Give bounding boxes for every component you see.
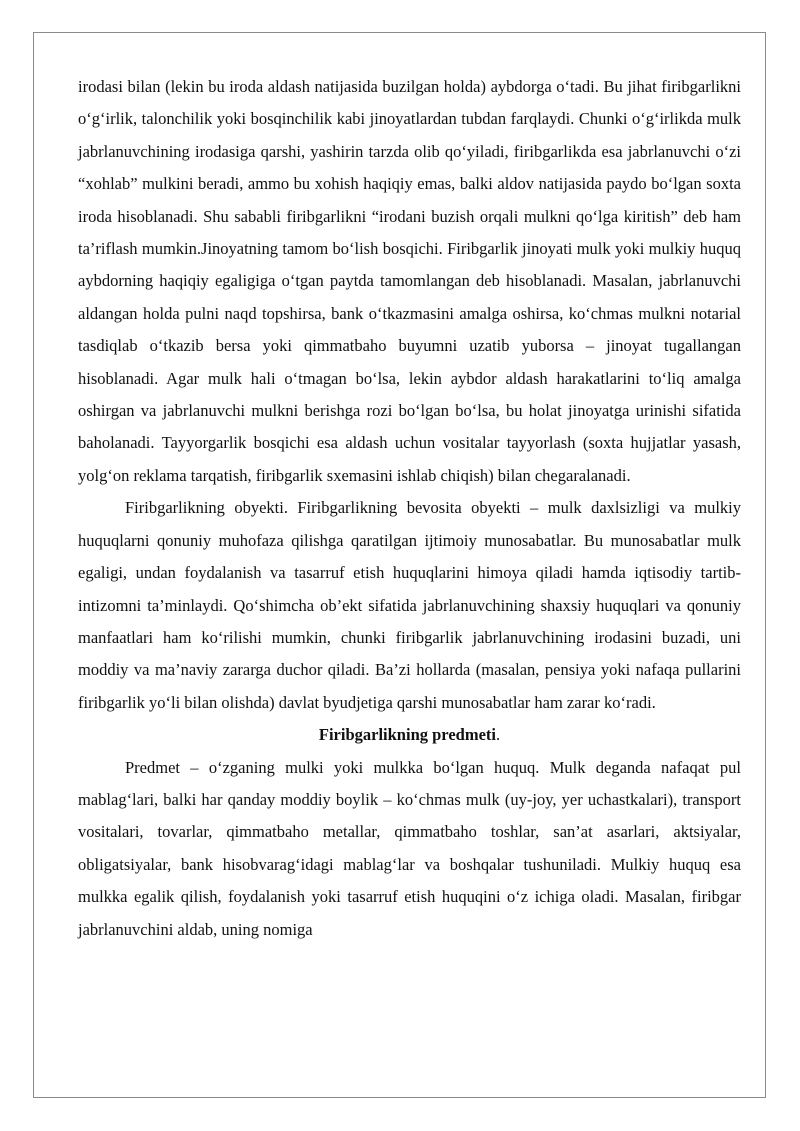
section-heading-period: . bbox=[495, 725, 501, 745]
section-heading-text: Firibgarlikning predmeti bbox=[318, 725, 496, 745]
paragraph-2: Firibgarlikning obyekti. Firibgarlikning bevosita obyekti – mulk daxlsizligi va mulkiy huquqlarni qonuniy muhofaza qilishga qaratilgan ijtimoiy munosabatlar. Bu munosabatlar mulk egaligi, undan foydalanish va tasarruf etish huquqlarini himoya qiladi hamda iqtisodiy tartib-intizomni ta’minlaydi. Qo‘shimcha ob’ekt sifatida jabrlanuvchining shaxsiy huquqlari va qonuniy manfaatlari ham ko‘rilishi mumkin, chunki firibgarlik jabrlanuvchining irodasini buzadi, uni moddiy va ma’naviy zararga duchor qiladi. Ba’zi hollarda (masalan, pensiya yoki nafaqa pullarini firibgarlik yo‘li bilan olishda) davlat byudjetiga qarshi munosabatlar ham zarar ko‘radi. bbox=[78, 498, 741, 712]
paragraph-3: Predmet – o‘zganing mulki yoki mulkka bo‘lgan huquq. Mulk deganda nafaqat pul mablag‘lari, balki har qanday moddiy boylik – ko‘chmas mulk (uy-joy, yer uchastkalari), transport vositalari, tovarlar, qimmatbaho metallar, qimmatbaho toshlar, san’at asarlari, aktsiyalar, obligatsiyalar, bank hisobvarag‘idagi mablag‘lar va boshqalar tushuniladi. Mulkiy huquq esa mulkka egalik qilish, foydalanish yoki tasarruf etish huquqini o‘z ichiga oladi. Masalan, firibgar jabrlanuvchini aldab, uning nomiga bbox=[78, 757, 741, 939]
section-heading bbox=[78, 719, 741, 751]
paragraph-1: irodasi bilan (lekin bu iroda aldash natijasida buzilgan holda) aybdorga o‘tadi. Bu jihat firibgarlikni o‘g‘irlik, talonchilik yoki bosqinchilik kabi jinoyatlardan tubdan farqlaydi. Chunki o‘g‘irlikda mulk jabrlanuvchining irodasiga qarshi, yashirin tarzda olib qo‘yiladi, firibgarlikda esa jabrlanuvchi o‘zi “xohlab” mulkini beradi, ammo bu xohish haqiqiy emas, balki aldov natijasida paydo bo‘lgan soxta iroda hisoblanadi. Shu sababli firibgarlikni “irodani buzish orqali mulkni qo‘lga kiritish” deb ham ta’riflash mumkin.Jinoyatning tamom bo‘lish bosqichi. Firibgarlik jinoyati mulk yoki mulkiy huquq aybdorning haqiqiy egaligiga o‘tgan paytda tamomlangan deb hisoblanadi. Masalan, jabrlanuvchi aldangan holda pulni naqd topshirsa, bank o‘tkazmasini amalga oshirsa, ko‘chmas mulkni notarial tasdiqlab o‘tkazib bersa yoki qimmatbaho buyumni uzatib yuborsa – jinoyat tugallangan hisoblanadi. Agar mulk hali o‘tmagan bo‘lsa, lekin aybdor aldash harakatlarini to‘liq amalga oshirgan va jabrlanuvchi mulkni berishga rozi bo‘lgan bo‘lsa, bu holat jinoyatga urinishi sifatida baholanadi. Tayyorgarlik bosqichi esa aldash uchun vositalar tayyorlash (soxta hujjatlar yasash, yolg‘on reklama tarqatish, firibgarlik sxemasini ishlab chiqish) bilan chegaralanadi. bbox=[78, 77, 741, 485]
document-body bbox=[78, 71, 741, 946]
